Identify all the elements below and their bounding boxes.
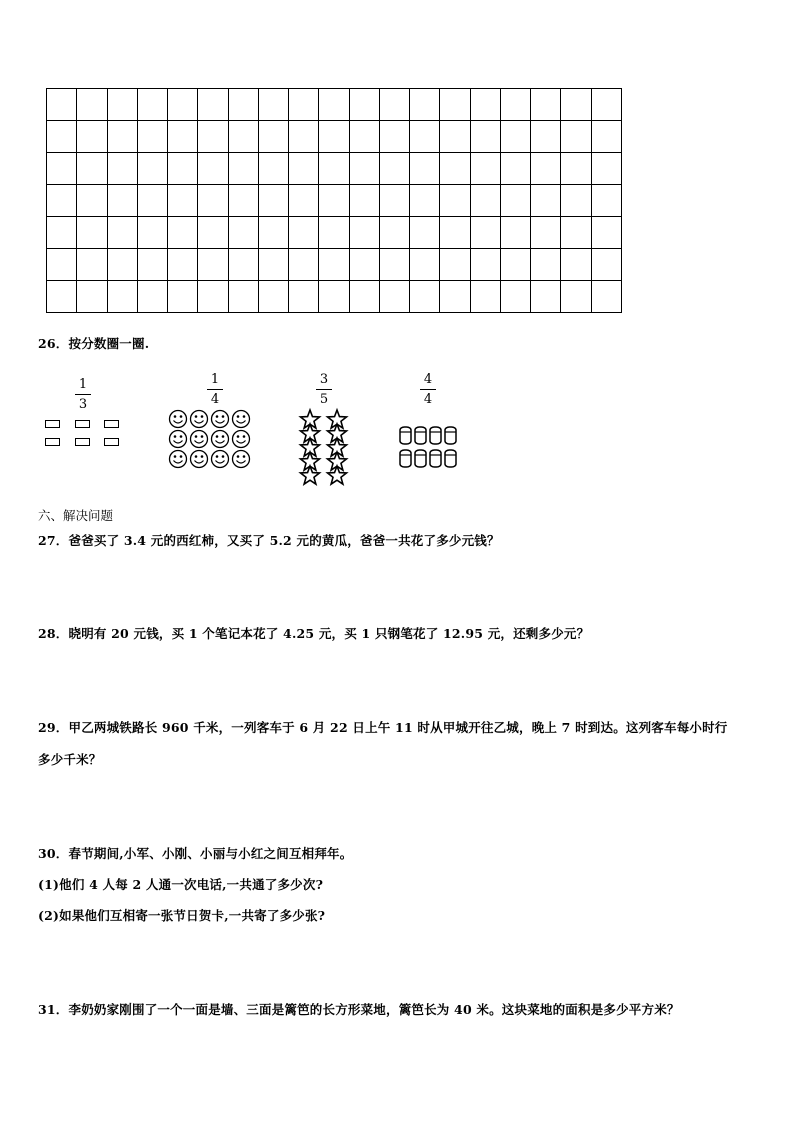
grid-cell: [229, 281, 259, 313]
grid-cell: [471, 249, 501, 281]
grid-cell: [319, 89, 349, 121]
fraction-3-5: [312, 372, 336, 407]
grid-cell: [440, 89, 470, 121]
grid-cell: [592, 249, 622, 281]
grid-cell: [592, 217, 622, 249]
grid-cell: [531, 89, 561, 121]
grid-cell: [77, 249, 107, 281]
grid-cell: [440, 217, 470, 249]
grid-cell: [229, 121, 259, 153]
grid-cell: [77, 89, 107, 121]
grid-cell: [108, 153, 138, 185]
grid-cell: [531, 185, 561, 217]
smiley-group: [168, 410, 254, 472]
grid-cell: [471, 217, 501, 249]
grid-cell: [198, 281, 228, 313]
grid-cell: [561, 281, 591, 313]
grid-cell: [138, 281, 168, 313]
grid-cell: [561, 121, 591, 153]
grid-cell: [380, 185, 410, 217]
grid-cell: [259, 121, 289, 153]
grid-cell: [198, 153, 228, 185]
grid-cell: [410, 153, 440, 185]
grid-cell: [501, 121, 531, 153]
rectangle-shape: [75, 420, 90, 428]
grid-cell: [592, 121, 622, 153]
grid-cell: [229, 217, 259, 249]
grid-cell: [501, 185, 531, 217]
grid-cell: [501, 281, 531, 313]
grid-cell: [561, 249, 591, 281]
grid-cell: [289, 185, 319, 217]
grid-cell: [501, 217, 531, 249]
grid-cell: [289, 217, 319, 249]
grid-cell: [592, 89, 622, 121]
grid-cell: [168, 281, 198, 313]
grid-cell: [380, 89, 410, 121]
grid-cell: [410, 249, 440, 281]
grid-cell: [410, 89, 440, 121]
grid-cell: [168, 249, 198, 281]
grid-cell: [289, 153, 319, 185]
smiley-icon: [212, 431, 229, 448]
grid-cell: [350, 185, 380, 217]
grid-cell: [350, 217, 380, 249]
grid-cell: [350, 281, 380, 313]
fraction-bar: [207, 389, 223, 390]
question-29-line-1: 29．甲乙两城铁路长 960 千米，一列客车于 6 月 22 日上午 11 时从甲城开往乙城，晚上 7 时到达。这列客车每小时行: [38, 720, 728, 735]
grid-cell: [410, 185, 440, 217]
star-icon: [327, 466, 346, 484]
grid-cell: [138, 89, 168, 121]
cylinder-icon: [430, 427, 441, 444]
grid-cell: [108, 185, 138, 217]
grid-cell: [259, 249, 289, 281]
fraction-4-4: [416, 372, 440, 407]
question-31: 31．李奶奶家刚围了一个一面是墙、三面是篱笆的长方形菜地，篱笆长为 40 米。这块菜地的面积是多少平方米？: [38, 1002, 680, 1017]
grid-cell: [77, 217, 107, 249]
grid-cell: [138, 121, 168, 153]
question-26: 26．按分数圈一圈.: [38, 336, 150, 351]
grid-cell: [471, 153, 501, 185]
grid-cell: [47, 89, 77, 121]
grid-cell: [531, 121, 561, 153]
question-28: 28．晓明有 20 元钱，买 1 个笔记本花了 4.25 元，买 1 只钢笔花了 12.95 元，还剩多少元？: [38, 626, 590, 641]
grid-cell: [592, 281, 622, 313]
cylinder-icon: [415, 427, 426, 444]
rectangle-shape: [75, 438, 90, 446]
grid-cell: [531, 249, 561, 281]
question-30-part-2: (2)如果他们互相寄一张节日贺卡,一共寄了多少张?: [38, 908, 326, 923]
grid-cell: [501, 153, 531, 185]
smiley-icon: [191, 431, 208, 448]
grid-cell: [350, 249, 380, 281]
grid-cell: [350, 89, 380, 121]
grid-cell: [77, 281, 107, 313]
fraction-1-3: [71, 377, 95, 412]
grid-cell: [259, 185, 289, 217]
grid-cell: [259, 153, 289, 185]
grid-cell: [229, 89, 259, 121]
fraction-bar: [420, 389, 436, 390]
grid-cell: [259, 217, 289, 249]
numerator: 4: [423, 372, 433, 387]
cylinder-icon: [445, 427, 456, 444]
grid-cell: [168, 185, 198, 217]
denominator: 5: [319, 392, 329, 407]
section-title: 六、解决问题: [38, 508, 114, 523]
grid-cell: [47, 121, 77, 153]
grid-cell: [198, 185, 228, 217]
grid-cell: [410, 121, 440, 153]
grid-cell: [289, 249, 319, 281]
grid-cell: [198, 217, 228, 249]
grid-cell: [289, 89, 319, 121]
smiley-icon: [212, 411, 229, 428]
grid-cell: [168, 121, 198, 153]
smiley-icon: [191, 451, 208, 468]
grid-cell: [77, 153, 107, 185]
grid-cell: [380, 281, 410, 313]
grid-cell: [440, 121, 470, 153]
grid-cell: [138, 249, 168, 281]
grid-cell: [47, 185, 77, 217]
grid-cell: [229, 153, 259, 185]
numerator: 3: [319, 372, 329, 387]
grid-cell: [198, 121, 228, 153]
grid-cell: [350, 121, 380, 153]
grid-cell: [319, 185, 349, 217]
grid-cell: [168, 89, 198, 121]
grid-cell: [561, 89, 591, 121]
cylinder-icon: [400, 450, 411, 467]
grid-cell: [380, 153, 410, 185]
denominator: 4: [423, 392, 433, 407]
grid-cell: [138, 217, 168, 249]
smiley-icon: [170, 411, 187, 428]
fraction-bar: [316, 389, 332, 390]
grid-cell: [319, 153, 349, 185]
grid-cell: [47, 153, 77, 185]
cylinder-icon: [445, 450, 456, 467]
grid-cell: [168, 153, 198, 185]
grid-cell: [531, 217, 561, 249]
smiley-icon: [212, 451, 229, 468]
grid-cell: [319, 249, 349, 281]
smiley-icon: [233, 431, 250, 448]
grid-cell: [531, 153, 561, 185]
grid-cell: [531, 281, 561, 313]
grid-cell: [229, 249, 259, 281]
grid-cell: [47, 249, 77, 281]
grid-cell: [47, 217, 77, 249]
grid-cell: [289, 281, 319, 313]
grid-cell: [319, 121, 349, 153]
fraction-1-4: [203, 372, 227, 407]
grid-cell: [138, 153, 168, 185]
rectangle-shape: [104, 438, 119, 446]
grid-cell: [440, 249, 470, 281]
writing-grid: [46, 88, 622, 313]
question-27: 27．爸爸买了 3.4 元的西红柿，又买了 5.2 元的黄瓜，爸爸一共花了多少元钱？: [38, 533, 500, 548]
fraction-bar: [75, 394, 91, 395]
star-group: [296, 410, 352, 486]
cylinder-icon: [415, 450, 426, 467]
grid-cell: [77, 185, 107, 217]
question-30-part-1: (1)他们 4 人每 2 人通一次电话,一共通了多少次?: [38, 877, 324, 892]
grid-cell: [471, 89, 501, 121]
grid-cell: [380, 121, 410, 153]
grid-cell: [138, 185, 168, 217]
numerator: 1: [210, 372, 220, 387]
grid-cell: [471, 121, 501, 153]
rectangle-shape: [45, 420, 60, 428]
grid-cell: [440, 281, 470, 313]
grid-cell: [168, 217, 198, 249]
grid-cell: [410, 281, 440, 313]
smiley-icon: [170, 431, 187, 448]
grid-cell: [108, 281, 138, 313]
grid-cell: [108, 121, 138, 153]
grid-cell: [592, 153, 622, 185]
grid-cell: [259, 89, 289, 121]
denominator: 4: [210, 392, 220, 407]
question-30: 30．春节期间,小军、小刚、小丽与小红之间互相拜年。: [38, 846, 353, 861]
numerator: 1: [78, 377, 88, 392]
cylinder-group: [397, 424, 461, 474]
grid-cell: [108, 89, 138, 121]
grid-cell: [259, 281, 289, 313]
rectangle-shape: [45, 438, 60, 446]
denominator: 3: [78, 397, 88, 412]
grid-cell: [198, 89, 228, 121]
grid-cell: [198, 249, 228, 281]
question-29-line-2: 多少千米？: [38, 752, 102, 767]
smiley-icon: [191, 411, 208, 428]
grid-cell: [561, 185, 591, 217]
smiley-icon: [233, 411, 250, 428]
grid-cell: [319, 217, 349, 249]
cylinder-icon: [430, 450, 441, 467]
grid-cell: [350, 153, 380, 185]
grid-cell: [440, 153, 470, 185]
grid-cell: [380, 249, 410, 281]
grid-cell: [319, 281, 349, 313]
grid-cell: [410, 217, 440, 249]
grid-cell: [561, 153, 591, 185]
grid-cell: [289, 121, 319, 153]
grid-cell: [471, 281, 501, 313]
grid-cell: [380, 217, 410, 249]
grid-cell: [561, 217, 591, 249]
grid-cell: [77, 121, 107, 153]
grid-cell: [47, 281, 77, 313]
grid-cell: [501, 249, 531, 281]
cylinder-icon: [400, 427, 411, 444]
smiley-icon: [170, 451, 187, 468]
grid-cell: [592, 185, 622, 217]
smiley-icon: [233, 451, 250, 468]
grid-cell: [108, 217, 138, 249]
grid-cell: [229, 185, 259, 217]
grid-cell: [440, 185, 470, 217]
grid-cell: [108, 249, 138, 281]
grid-cell: [501, 89, 531, 121]
star-icon: [300, 466, 319, 484]
rectangle-shape: [104, 420, 119, 428]
grid-cell: [471, 185, 501, 217]
